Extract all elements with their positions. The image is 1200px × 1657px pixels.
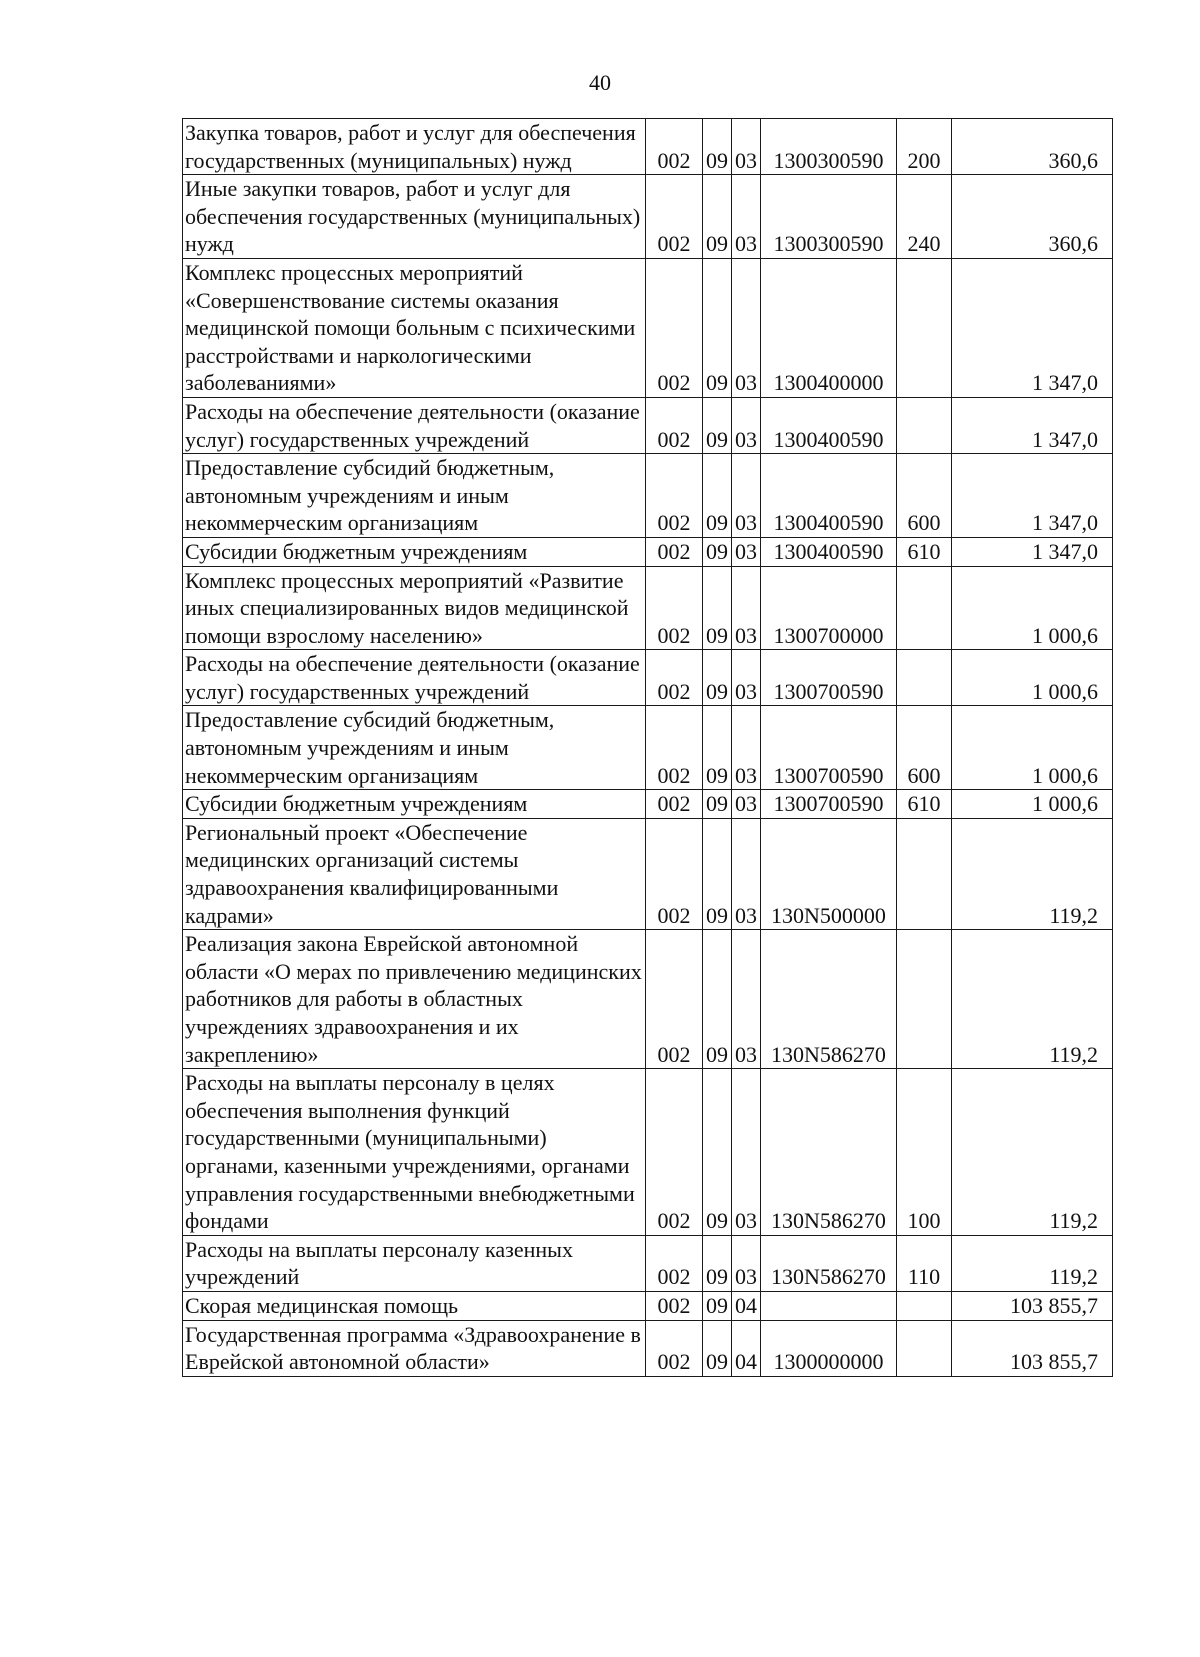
section-code-cell: 09: [703, 650, 732, 706]
expense-name-cell: Субсидии бюджетным учреждениям: [183, 537, 646, 566]
table-row: [183, 790, 1113, 819]
section-code-cell: 09: [703, 930, 732, 1069]
expense-type-cell: [897, 818, 952, 929]
subsection-code-cell: 03: [732, 930, 761, 1069]
section-code-cell: 09: [703, 258, 732, 397]
department-code-cell: 002: [646, 1235, 703, 1291]
page-number: 40: [589, 70, 611, 95]
target-article-cell: 1300300590: [761, 175, 897, 259]
target-article-cell: 130N500000: [761, 818, 897, 929]
target-article-cell: 1300300590: [761, 119, 897, 175]
subsection-code-cell: 03: [732, 397, 761, 453]
expense-name-cell: Предоставление субсидий бюджетным, автономным учреждениям и иным некоммерческим организациям: [183, 454, 646, 538]
target-article-cell: 130N586270: [761, 1069, 897, 1236]
subsection-code-cell: 03: [732, 175, 761, 259]
expense-type-cell: [897, 1291, 952, 1320]
subsection-code-cell: 03: [732, 566, 761, 650]
department-code-cell: 002: [646, 566, 703, 650]
table-row: [183, 1291, 1113, 1320]
subsection-code-cell: 03: [732, 706, 761, 790]
expense-name-cell: Расходы на выплаты персоналу в целях обеспечения выполнения функций государственными (муниципальными) органами, казенными учреждениями, органами управления государственными внебюджетными фондами: [183, 1069, 646, 1236]
table-row: [183, 650, 1113, 706]
subsection-code-cell: 04: [732, 1320, 761, 1376]
target-article-cell: 1300400590: [761, 454, 897, 538]
expense-name-cell: Государственная программа «Здравоохранение в Еврейской автономной области»: [183, 1320, 646, 1376]
section-code-cell: 09: [703, 1235, 732, 1291]
amount-cell: 119,2: [952, 1069, 1113, 1236]
target-article-cell: 1300400590: [761, 397, 897, 453]
section-code-cell: 09: [703, 175, 732, 259]
department-code-cell: 002: [646, 537, 703, 566]
subsection-code-cell: 03: [732, 818, 761, 929]
amount-cell: 103 855,7: [952, 1320, 1113, 1376]
expense-name-cell: Реализация закона Еврейской автономной области «О мерах по привлечению медицинских работников для работы в областных учреждениях здравоохранения и их закреплению»: [183, 930, 646, 1069]
amount-cell: 360,6: [952, 119, 1113, 175]
expense-name-cell: Региональный проект «Обеспечение медицинских организаций системы здравоохранения квалифицированными кадрами»: [183, 818, 646, 929]
table-row: [183, 1235, 1113, 1291]
budget-table: [182, 118, 1113, 1377]
expense-name-cell: Предоставление субсидий бюджетным, автономным учреждениям и иным некоммерческим организациям: [183, 706, 646, 790]
department-code-cell: 002: [646, 175, 703, 259]
amount-cell: 119,2: [952, 818, 1113, 929]
section-code-cell: 09: [703, 706, 732, 790]
section-code-cell: 09: [703, 566, 732, 650]
section-code-cell: 09: [703, 1291, 732, 1320]
expense-name-cell: Расходы на обеспечение деятельности (оказание услуг) государственных учреждений: [183, 397, 646, 453]
amount-cell: 360,6: [952, 175, 1113, 259]
amount-cell: 1 000,6: [952, 790, 1113, 819]
section-code-cell: 09: [703, 818, 732, 929]
amount-cell: 1 347,0: [952, 258, 1113, 397]
department-code-cell: 002: [646, 119, 703, 175]
budget-table-body: [183, 119, 1113, 1377]
expense-type-cell: 240: [897, 175, 952, 259]
department-code-cell: 002: [646, 1069, 703, 1236]
expense-name-cell: Комплекс процессных мероприятий «Развитие иных специализированных видов медицинской помощи взрослому населению»: [183, 566, 646, 650]
expense-type-cell: 610: [897, 537, 952, 566]
expense-name-cell: Закупка товаров, работ и услуг для обеспечения государственных (муниципальных) нужд: [183, 119, 646, 175]
amount-cell: 1 347,0: [952, 454, 1113, 538]
subsection-code-cell: 03: [732, 1069, 761, 1236]
amount-cell: 1 000,6: [952, 650, 1113, 706]
department-code-cell: 002: [646, 706, 703, 790]
expense-name-cell: Скорая медицинская помощь: [183, 1291, 646, 1320]
expense-type-cell: [897, 397, 952, 453]
table-row: [183, 119, 1113, 175]
expense-type-cell: 600: [897, 706, 952, 790]
amount-cell: 1 347,0: [952, 537, 1113, 566]
department-code-cell: 002: [646, 1320, 703, 1376]
expense-name-cell: Комплекс процессных мероприятий «Совершенствование системы оказания медицинской помощи больным с психическими расстройствами и наркологическими заболеваниями»: [183, 258, 646, 397]
expense-type-cell: [897, 258, 952, 397]
subsection-code-cell: 03: [732, 1235, 761, 1291]
amount-cell: 1 000,6: [952, 706, 1113, 790]
expense-type-cell: 100: [897, 1069, 952, 1236]
table-row: [183, 258, 1113, 397]
target-article-cell: 1300700000: [761, 566, 897, 650]
expense-type-cell: 610: [897, 790, 952, 819]
expense-name-cell: Субсидии бюджетным учреждениям: [183, 790, 646, 819]
subsection-code-cell: 03: [732, 537, 761, 566]
table-row: [183, 818, 1113, 929]
expense-type-cell: [897, 930, 952, 1069]
amount-cell: 103 855,7: [952, 1291, 1113, 1320]
table-row: [183, 1069, 1113, 1236]
department-code-cell: 002: [646, 397, 703, 453]
target-article-cell: 1300000000: [761, 1320, 897, 1376]
target-article-cell: 1300700590: [761, 790, 897, 819]
subsection-code-cell: 03: [732, 119, 761, 175]
subsection-code-cell: 03: [732, 454, 761, 538]
table-row: [183, 175, 1113, 259]
expense-type-cell: 110: [897, 1235, 952, 1291]
section-code-cell: 09: [703, 1320, 732, 1376]
department-code-cell: 002: [646, 790, 703, 819]
expense-name-cell: Иные закупки товаров, работ и услуг для обеспечения государственных (муниципальных) нужд: [183, 175, 646, 259]
department-code-cell: 002: [646, 930, 703, 1069]
subsection-code-cell: 03: [732, 650, 761, 706]
target-article-cell: 130N586270: [761, 1235, 897, 1291]
table-row: [183, 1320, 1113, 1376]
expense-type-cell: 200: [897, 119, 952, 175]
table-row: [183, 930, 1113, 1069]
section-code-cell: 09: [703, 397, 732, 453]
department-code-cell: 002: [646, 1291, 703, 1320]
section-code-cell: 09: [703, 119, 732, 175]
section-code-cell: 09: [703, 537, 732, 566]
section-code-cell: 09: [703, 1069, 732, 1236]
amount-cell: 1 347,0: [952, 397, 1113, 453]
amount-cell: 1 000,6: [952, 566, 1113, 650]
target-article-cell: 1300400000: [761, 258, 897, 397]
department-code-cell: 002: [646, 650, 703, 706]
expense-type-cell: [897, 650, 952, 706]
expense-type-cell: [897, 566, 952, 650]
amount-cell: 119,2: [952, 1235, 1113, 1291]
amount-cell: 119,2: [952, 930, 1113, 1069]
expense-name-cell: Расходы на выплаты персоналу казенных учреждений: [183, 1235, 646, 1291]
table-row: [183, 566, 1113, 650]
expense-type-cell: 600: [897, 454, 952, 538]
target-article-cell: [761, 1291, 897, 1320]
table-row: [183, 537, 1113, 566]
target-article-cell: 1300700590: [761, 650, 897, 706]
target-article-cell: 1300400590: [761, 537, 897, 566]
section-code-cell: 09: [703, 790, 732, 819]
department-code-cell: 002: [646, 454, 703, 538]
subsection-code-cell: 03: [732, 258, 761, 397]
table-row: [183, 454, 1113, 538]
subsection-code-cell: 03: [732, 790, 761, 819]
department-code-cell: 002: [646, 818, 703, 929]
table-row: [183, 706, 1113, 790]
expense-type-cell: [897, 1320, 952, 1376]
target-article-cell: 130N586270: [761, 930, 897, 1069]
table-row: [183, 397, 1113, 453]
target-article-cell: 1300700590: [761, 706, 897, 790]
department-code-cell: 002: [646, 258, 703, 397]
subsection-code-cell: 04: [732, 1291, 761, 1320]
expense-name-cell: Расходы на обеспечение деятельности (оказание услуг) государственных учреждений: [183, 650, 646, 706]
section-code-cell: 09: [703, 454, 732, 538]
